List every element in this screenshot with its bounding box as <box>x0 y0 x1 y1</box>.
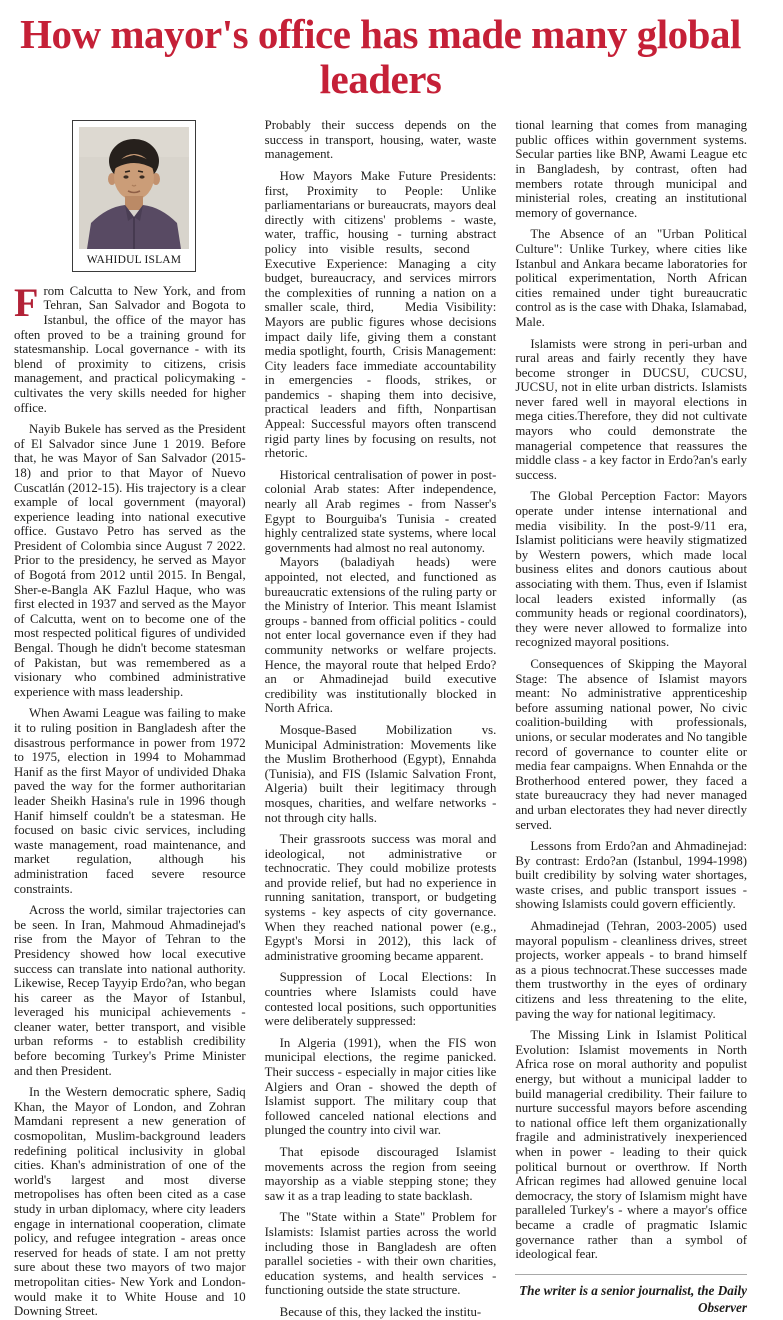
article-paragraph: Consequences of Skipping the Mayoral Stage: The absence of Islamist mayors meant: No administrative apprenticeship before assuming national power, No civic coalition-building with professionals, unions, or secular moderates and No tangible record of governance to counter elite or media fear campaigns. When Ennahda or the Brotherhood entered power, they faced a state bureaucracy they had never managed and urban electorates they had never directly served. <box>515 656 748 832</box>
article-paragraph: The Missing Link in Islamist Political Evolution: Islamist movements in North Africa rose on moral authority and populist energy, but without a municipal ladder to build managerial credibility. Their failure to nurture successful mayors before ascending to national office left them organizationally fragile and administratively inexperienced when in power - leading to their quick political burnout or overthrow. If North African regimes had allowed genuine local democracy, the story of Islamism might have paralleled Turkey's - where a mayor's office became a cradle of pragmatic Islamic governance rather than a symbol of ideological fear. <box>515 1028 748 1262</box>
article-paragraph: Nayib Bukele has served as the President of El Salvador since June 1 2019. Before that, he was Mayor of San Salvador (2015-18) and prior to that Mayor of Nuevo Cuscatlán (2012-15). His trajectory is a clear example of local government (mayoral) experience leading into national executive office. Gustavo Petro has served as the President of Colombia since August 7 2022. Prior to the presidency, he served as Mayor of Bogotá from 2012 until 2015. In Bengal, Sher-e-Bangla AK Fazlul Haque, who was first elected in 1937 and served as the Mayor of Calcutta, went on to become one of the most respected political figures of undivided Bengal. Though he didn't become statesman of Pakistan, but was remembered as a visionary who combined administrative experience with mass leadership. <box>14 422 246 699</box>
article-paragraph: Because of this, they lacked the institu- <box>279 1304 482 1319</box>
article-column-3 <box>515 118 747 1319</box>
article-paragraph: The Absence of an "Urban Political Culture": Unlike Turkey, where cities like Istanbul and Ankara became laboratories for political experimentation, North African cities remained under tight bureaucratic control as is the case with Dhaka, Islamabad, Male. <box>515 227 748 329</box>
article-paragraph: Mosque-Based Mobilization vs. Municipal Administration: Movements like the Muslim Brotherhood (Egypt), Ennahda (Tunisia), and FIS (Islamic Salvation Front, Algeria) built their legitimacy through mosques, charities, and welfare networks - not through city halls. <box>264 722 497 825</box>
article-headline: How mayor's office has made many global leaders <box>20 11 741 103</box>
article-paragraph: Their grassroots success was moral and ideological, not administrative or technocratic. They could mobilize protests and provide relief, but had no experience in running sanitation, transport, or budgeting systems - key aspects of city governance. When they reached national power (e.g., Egypt's Morsi in 2012), this lack of administrative grooming became apparent. <box>264 832 497 963</box>
article-paragraph: Mayors (baladiyah heads) were appointed, not elected, and functioned as bureaucratic extensions of the ruling party or the Ministry of Interior. This meant Islamist groups - banned from official politics - could not enter local governance even if they had community networks or welfare projects. Hence, the mayoral route that helped Erdo?an or Ahmadinejad build executive credibility was institutionally blocked in North Africa. <box>264 555 497 716</box>
article-paragraph: Suppression of Local Elections: In countries where Islamists could have contested local positions, such opportunities were deliberately suppressed: <box>264 970 497 1029</box>
author-photo-frame <box>72 120 196 272</box>
article-paragraph: In Algeria (1991), when the FIS won municipal elections, the regime panicked. Their success - especially in major cities like Algiers and Oran - showed the depth of Islamist support. The military coup that followed canceled national elections and plunged the country into civil war. <box>264 1035 497 1138</box>
article-paragraph: That episode discouraged Islamist movements across the region from seeing mayorship as a viable stepping stone; they saw it as a trap leading to state backlash. <box>264 1144 497 1203</box>
article-column-2 <box>265 118 497 1319</box>
article-paragraph: From Calcutta to New York, and from Tehran, San Salvador and Bogota to Istanbul, the office of the mayor has often proved to be a training ground for statesmanship. Local governance - with its blend of proximity to citizens, crisis management, and practical policymaking - cultivates the very skills needed for higher office. <box>14 279 246 415</box>
article-paragraph: How Mayors Make Future Presidents: first, Proximity to People: Unlike parliamentarians or bureaucrats, mayors deal directly with citizens' problems - waste, water, traffic, housing - turning abstract policy into visible results, second Executive Experience: Managing a city budget, bureaucracy, and services mirrors the complexities of running a nation on a smaller scale, third, Media Visibility: Mayors are public figures whose decisions impact daily life, giving them a constant media spotlight, fourth, Crisis Management: City leaders face immediate accountability in emergencies - floods, strikes, or pandemics - shaping them into decisive, practical leaders and fifth, Nonpartisan Appeal: Successful mayors often transcend rigid party lines by focusing on results, not rhetoric. <box>264 168 497 461</box>
article-paragraph: Islamists were strong in peri-urban and rural areas and fairly recently they have become stronger in DUCSU, CUCSU, JUCSU, not in elite urban districts. Islamists never fared well in mayoral elections in mega cities.Therefore, they did not cultivate mayors who could demonstrate the managerial competence that reassures the middle class - a key factor in Erdo?an's early success. <box>515 336 748 482</box>
article-paragraph: Ahmadinejad (Tehran, 2003-2005) used mayoral populism - cleanliness drives, street projects, worker appeals - to brand himself as a pious technocrat.These successes made them trustworthy in the eyes of ordinary citizens and less threatening to the elite, paving the way for national legitimacy. <box>515 919 748 1021</box>
drop-cap-letter: F <box>14 279 39 325</box>
article-paragraph: tional learning that comes from managing public offices within government systems. Secular parties like BNP, Awami League etc in Bangladesh, by contrast, often had members rotate through municipal and ministerial roles, creating an institutional memory of governance. <box>515 118 748 220</box>
writer-credit: The writer is a senior journalist, the Daily Observer <box>519 1282 748 1315</box>
column-2-text <box>265 118 497 1319</box>
article-paragraph: When Awami League was failing to make it to ruling position in Bangladesh after the disastrous performance in power from 1972 to 1975, election in 1994 to Mohammad Hanif as the first Mayor of undivided Dhaka paved the way for the former authoritarian leader Sheikh Hasina's rule in 1996 though Hanif himself couldn't be a statesman. He focused on basic civic services, including waste management, road maintenance, and market regulation, although his administration faced severe resource constraints. <box>14 706 246 896</box>
credit-divider <box>515 1274 747 1275</box>
article-paragraph: In the Western democratic sphere, Sadiq Khan, the Mayor of London, and Zohran Mamdani represent a new generation of cosmopolitan, Muslim-background leaders redefining political inclusivity in global cities. Khan's administration of one of the world's largest and most diverse metropolises has often been cited as a case study in urban diplomacy, where city leaders engage in international cooperation, climate policy, and refugee integration - areas once reserved for heads of state. I am not pretty sure about these two mayors of two major metropolitan cities- New York and London- would make it to White House and 10 Downing Street. <box>14 1085 246 1319</box>
article-paragraph: Across the world, similar trajectories can be seen. In Iran, Mahmoud Ahmadinejad's rise from the Mayor of Tehran to the Presidency showed how local executive success can translate into national authority. Likewise, Recep Tayyip Erdo?an, who began his career as the Mayor of Istanbul, leveraged his municipal achievements - cleaner water, better transport, and visible urban reforms - to establish credibility before becoming Turkey's Prime Minister and then President. <box>14 903 246 1078</box>
column-3-text <box>515 118 747 1262</box>
article-paragraph: The Global Perception Factor: Mayors operate under intense international and media visibility. In the post-9/11 era, Islamist politicians were heavily stigmatized by Western powers, which made local business elites and donors cautious about associating with them. Thus, even if Islamist local leaders existed informally (as community heads or regional coordinators), they were never allowed to formalize into recognized mayoral positions. <box>515 489 748 650</box>
writer-credit-block <box>515 1274 747 1316</box>
article-paragraph: Probably their success depends on the success in transport, housing, water, waste management. <box>264 118 497 162</box>
author-portrait-image <box>79 127 189 249</box>
article-paragraph: Lessons from Erdo?an and Ahmadinejad: By contrast: Erdo?an (Istanbul, 1994-1998) built credibility by solving water shortages, waste crises, and public transport issues - showing Islamists could govern efficiently. <box>515 839 748 912</box>
portrait-neck <box>125 196 143 210</box>
article-column-1 <box>14 118 246 1319</box>
article-paragraph: Historical centralisation of power in post-colonial Arab states: After independence, nearly all Arab regimes - from Nasser's Egypt to Bourguiba's Tunisia - created highly centralized state systems, where local governments had almost no real autonomy. <box>264 467 497 555</box>
author-photo-caption: WAHIDUL ISLAM <box>86 254 182 267</box>
article-body <box>14 118 747 1319</box>
article-paragraph: The "State within a State" Problem for Islamists: Islamist parties across the world including those in Bangladesh are often parallel societies - with their own charities, education systems, and health services - functioning outside the state structure. <box>264 1210 497 1298</box>
column-1-text <box>14 279 246 1319</box>
